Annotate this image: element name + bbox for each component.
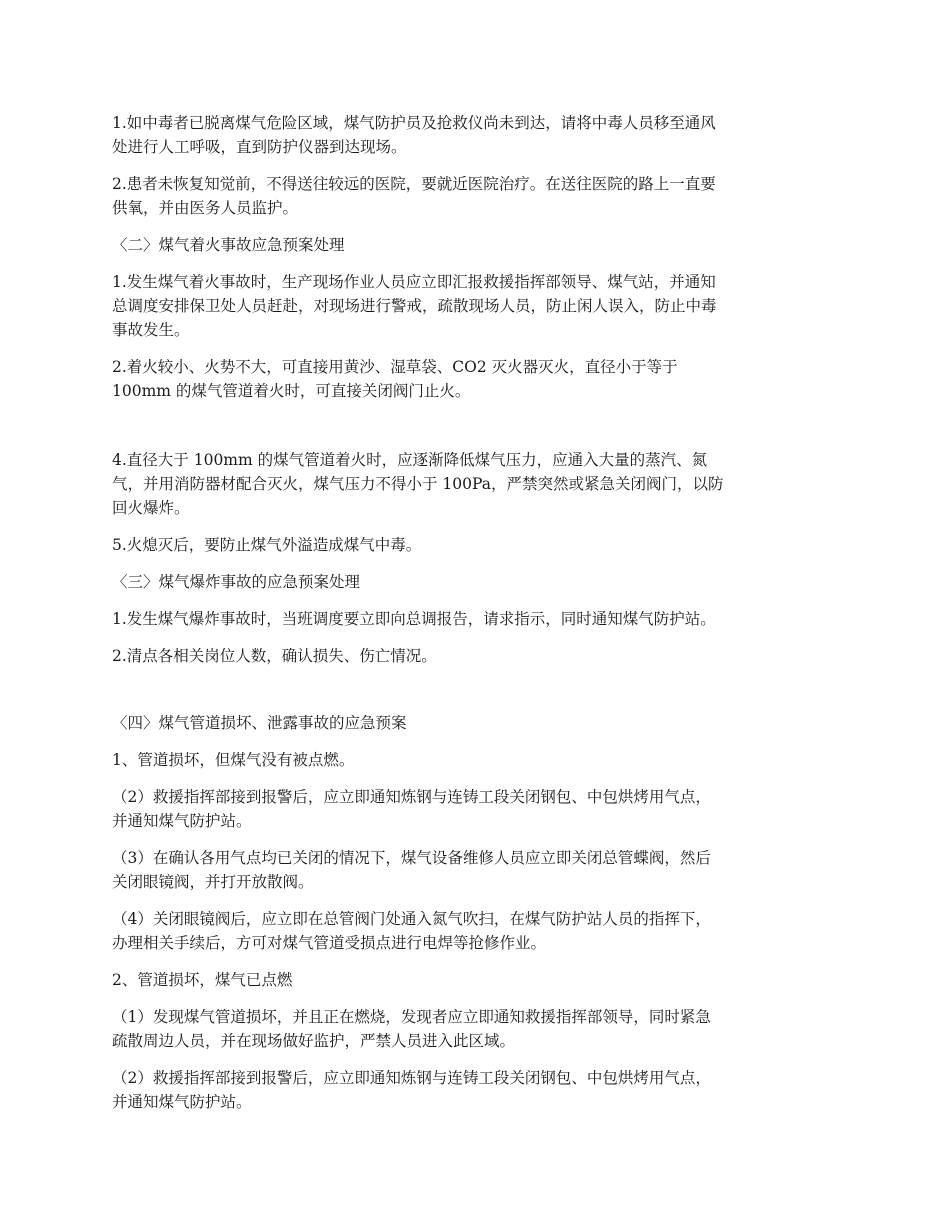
paragraph-fire-1: 1.发生煤气着火事故时，生产现场作业人员应立即汇报救援指挥部领导、煤气站，并通知 总调度安排保卫处人员赶赴，对现场进行警戒，疏散现场人员，防止闲人误入，防止中毒 事故发生。 — [112, 273, 717, 339]
paragraph-fire-4: 4.直径大于 100mm 的煤气管道着火时，应逐渐降低煤气压力，应通入大量的蒸汽、氮 气，并用消防器材配合灭火，煤气压力不得小于 100Pa，严禁突然或紧急关闭阀门，以防 回火爆炸。 — [112, 451, 724, 517]
section-heading-pipeline: 〈四〉煤气管道损坏、泄露事故的应急预案 — [112, 714, 407, 732]
paragraph-pipeline-1-2: （2）救援指挥部接到报警后，应立即通知炼钢与连铸工段关闭钢包、中包烘烤用气点， 并通知煤气防护站。 — [112, 788, 711, 830]
spacer — [112, 681, 840, 711]
paragraph-explosion-1: 1.发生煤气爆炸事故时，当班调度要立即向总调报告，请求指示，同时通知煤气防护站。 — [112, 610, 716, 628]
paragraph-pipeline-1-3: （3）在确认各用气点均已关闭的情况下，煤气设备维修人员应立即关闭总管蝶阀，然后 关闭眼镜阀，并打开放散阀。 — [112, 849, 711, 891]
paragraph-pipeline-2: 2、管道损坏，煤气已点燃 — [112, 971, 293, 989]
paragraph-fire-2: 2.着火较小、火势不大，可直接用黄沙、湿草袋、CO2 灭火器灭火，直径小于等于 100mm 的煤气管道着火时，可直接关闭阀门止火。 — [112, 358, 678, 400]
spacer — [112, 416, 840, 448]
paragraph-pipeline-2-1: （1）发现煤气管道损坏，并且正在燃烧，发现者应立即通知救援指挥部领导，同时紧急 疏散周边人员，并在现场做好监护，严禁人员进入此区域。 — [112, 1008, 711, 1050]
paragraph-pipeline-1-4: （4）关闭眼镜阀后，应立即在总管阀门处通入氮气吹扫，在煤气防护站人员的指挥下， 办理相关手续后，方可对煤气管道受损点进行电焊等抢修作业。 — [112, 910, 711, 952]
paragraph-gas-poisoning-2: 2.患者未恢复知觉前，不得送往较远的医院，要就近医院治疗。在送往医院的路上一直要 供氧，并由医务人员监护。 — [112, 175, 716, 217]
paragraph-explosion-2: 2.清点各相关岗位人数，确认损失、伤亡情况。 — [112, 647, 437, 665]
section-heading-explosion: 〈三〉煤气爆炸事故的应急预案处理 — [112, 573, 361, 591]
document-page — [112, 111, 840, 1127]
section-heading-fire: 〈二〉煤气着火事故应急预案处理 — [112, 236, 345, 254]
paragraph-fire-5: 5.火熄灭后，要防止煤气外溢造成煤气中毒。 — [112, 536, 422, 554]
paragraph-gas-poisoning-1: 1.如中毒者已脱离煤气危险区域，煤气防护员及抢救仪尚未到达，请将中毒人员移至通风 处进行人工呼吸，直到防护仪器到达现场。 — [112, 114, 716, 156]
paragraph-pipeline-2-2: （2）救援指挥部接到报警后，应立即通知炼钢与连铸工段关闭钢包、中包烘烤用气点， 并通知煤气防护站。 — [112, 1069, 711, 1111]
paragraph-pipeline-1: 1、管道损坏，但煤气没有被点燃。 — [112, 751, 355, 769]
